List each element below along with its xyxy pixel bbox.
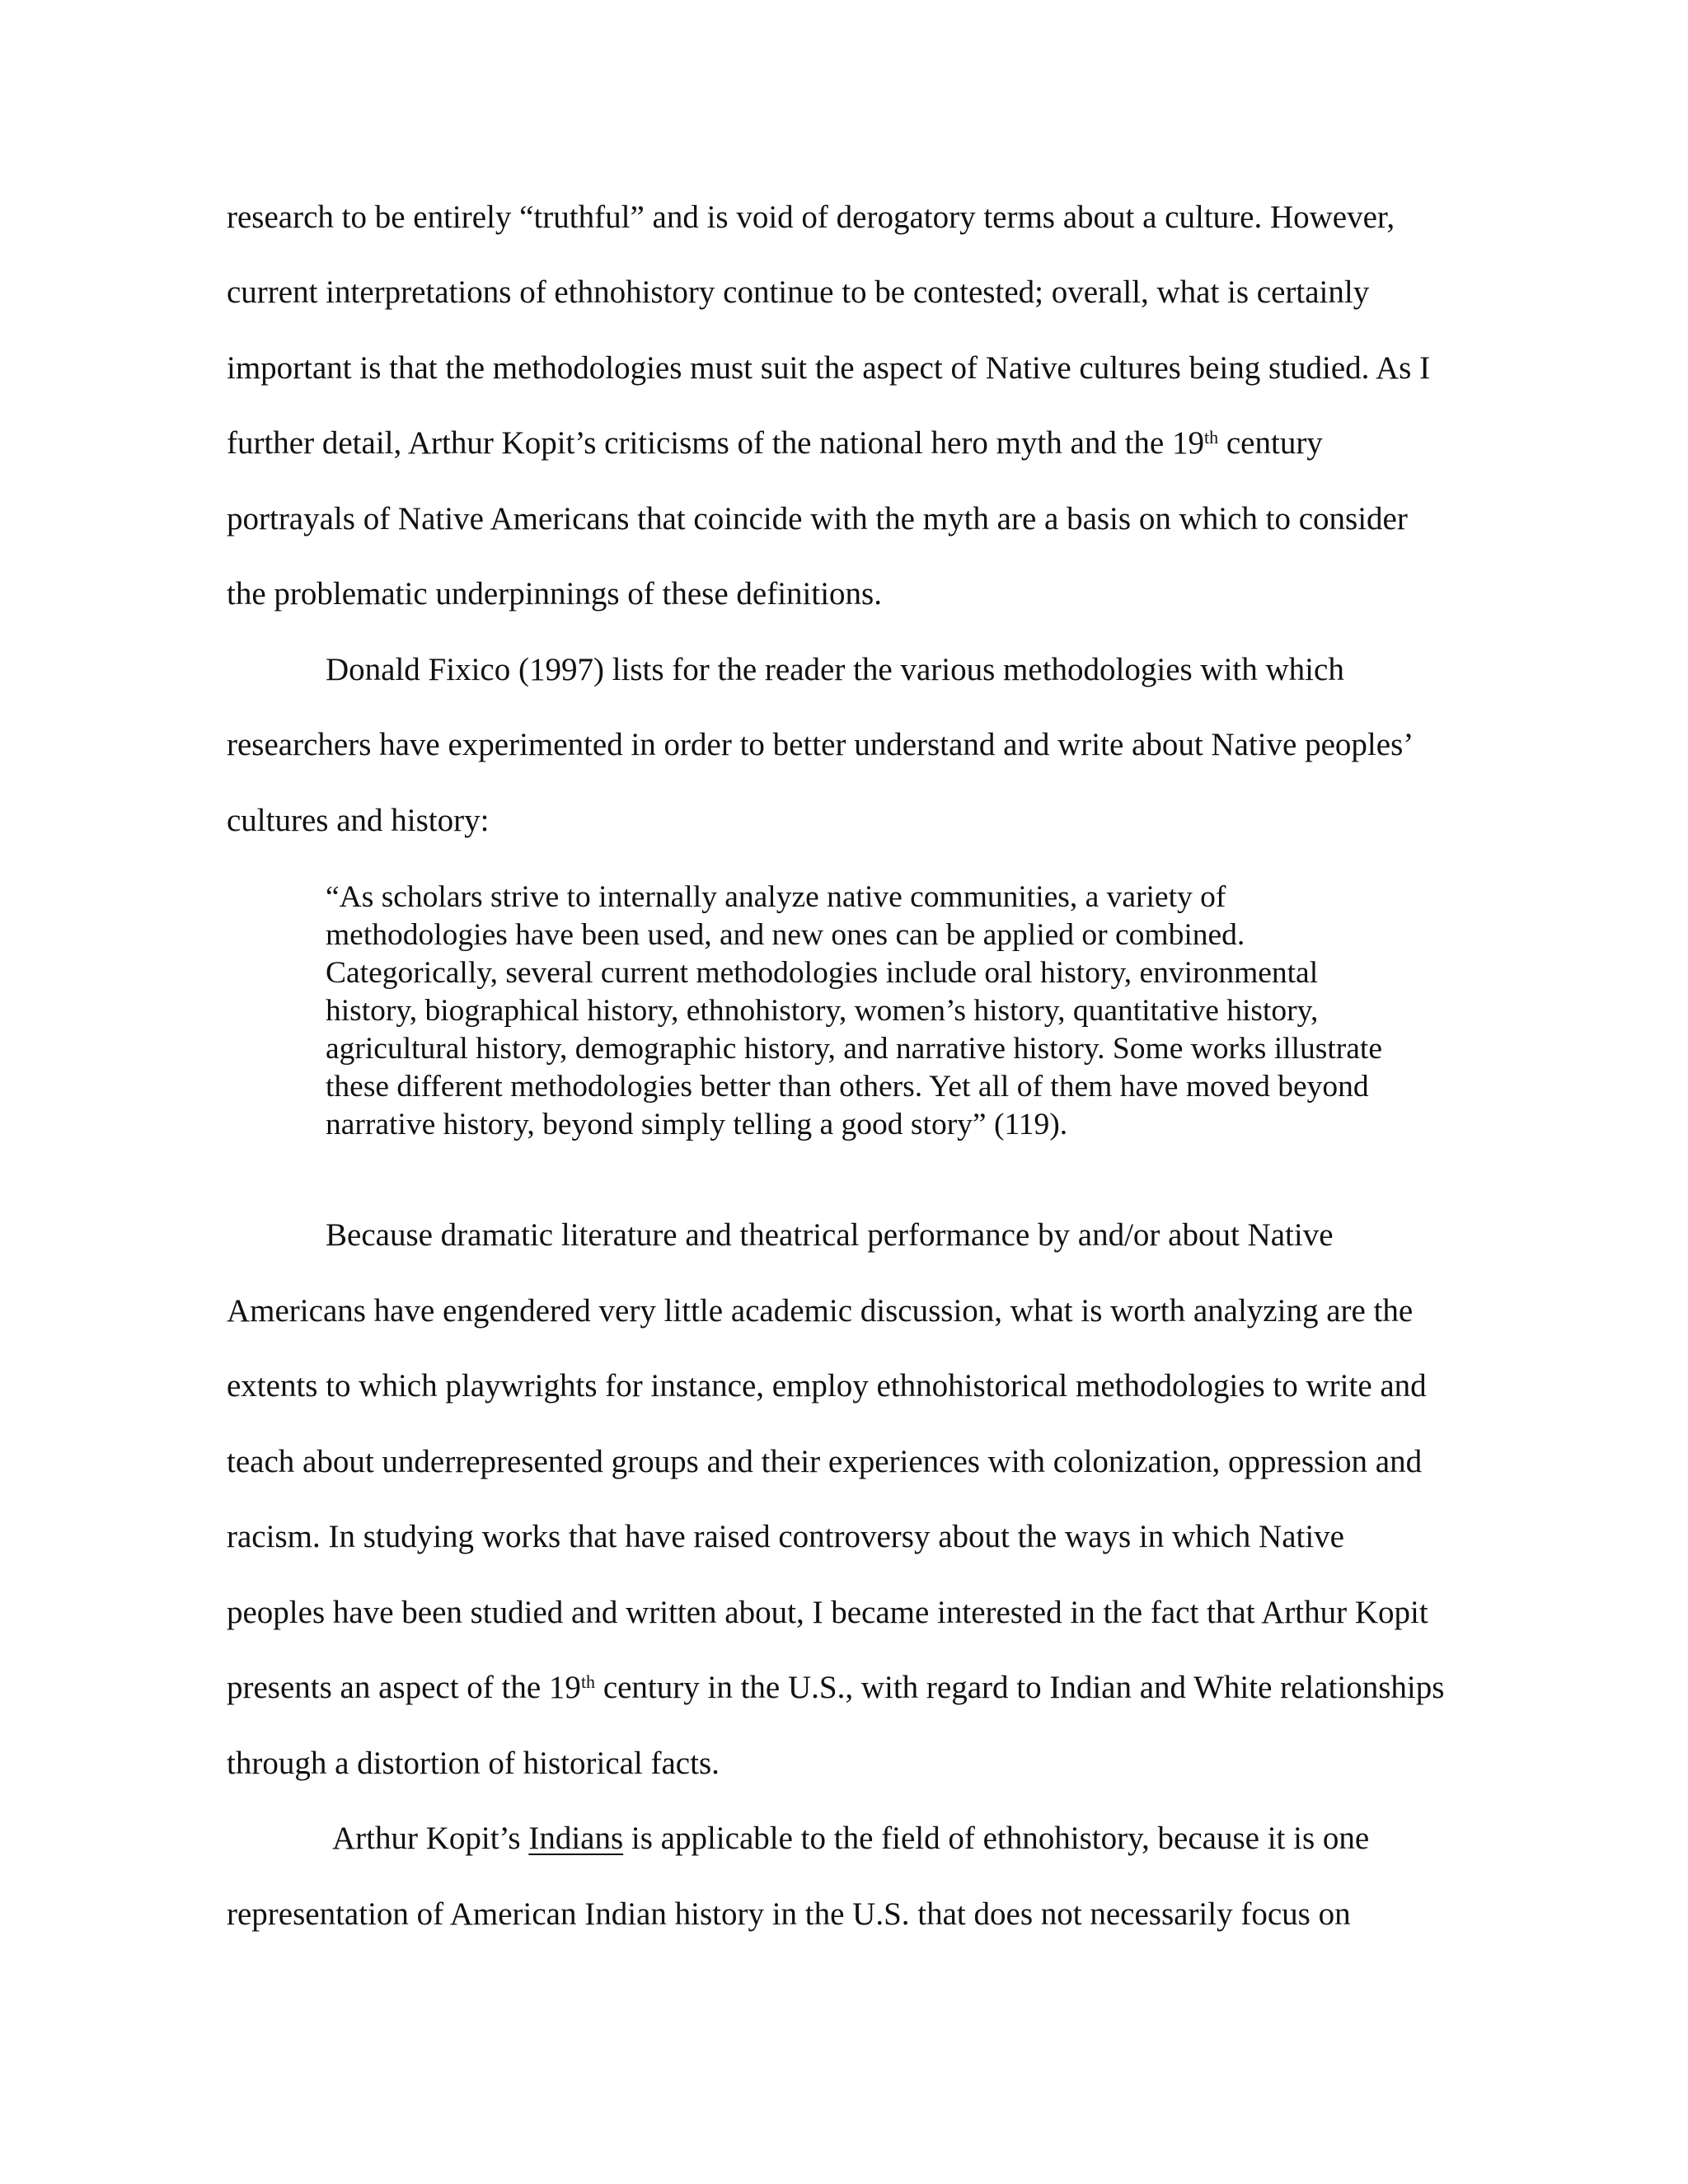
p3-line-4: teach about underrepresented groups and their experiences with colonization, oppression and (227, 1444, 1423, 1479)
p1-line-2: current interpretations of ethnohistory continue to be contested; overall, what is certainly (227, 274, 1370, 310)
superscript-th: th (580, 1671, 596, 1692)
p2-line-3: cultures and history: (227, 803, 490, 838)
p2-line-2: researchers have experimented in order to better understand and write about Native peoples’ (227, 727, 1414, 762)
p3-line-3: extents to which playwrights for instance, employ ethnohistorical methodologies to write and (227, 1368, 1427, 1404)
quote-line-5: agricultural history, demographic history, and narrative history. Some works illustrate (326, 1032, 1382, 1066)
p4-line-2: representation of American Indian history in the U.S. that does not necessarily focus on (227, 1896, 1351, 1932)
p3-line-1: Because dramatic literature and theatrical performance by and/or about Native (326, 1217, 1334, 1253)
p3-line-5: racism. In studying works that have raised controversy about the ways in which Native (227, 1519, 1344, 1554)
p3-line-6: peoples have been studied and written about, I became interested in the fact that Arthur Kopit (227, 1595, 1428, 1630)
p1-line-3: important is that the methodologies must suit the aspect of Native cultures being studied. As I (227, 350, 1431, 386)
p3-line-7 (227, 1668, 1444, 1708)
p1-line-6: the problematic underpinnings of these definitions. (227, 576, 882, 612)
quote-line-1: “As scholars strive to internally analyze native communities, a variety of (326, 880, 1226, 914)
p3-line-8: through a distortion of historical facts. (227, 1746, 720, 1781)
play-title-indians: Indians (528, 1821, 624, 1856)
p1-line-4 (227, 424, 1323, 463)
p3-line-2: Americans have engendered very little academic discussion, what is worth analyzing are the (227, 1293, 1414, 1329)
p4-line-1-text: Arthur Kopit’s (332, 1821, 529, 1856)
quote-line-2: methodologies have been used, and new ones can be applied or combined. (326, 918, 1245, 952)
p1-line-4-tail: century (1218, 425, 1323, 461)
quote-line-4: history, biographical history, ethnohistory, women’s history, quantitative history, (326, 994, 1319, 1028)
p3-line-7-tail: century in the U.S., with regard to Indian and White relationships (595, 1670, 1445, 1705)
quote-line-7: narrative history, beyond simply telling a good story” (119). (326, 1108, 1068, 1141)
p3-line-7-text: presents an aspect of the 19 (227, 1670, 581, 1705)
p1-line-4-text: further detail, Arthur Kopit’s criticisms of the national hero myth and the 19 (227, 425, 1204, 461)
p4-line-1-tail: is applicable to the field of ethnohistory, because it is one (623, 1821, 1370, 1856)
quote-line-3: Categorically, several current methodologies include oral history, environmental (326, 956, 1319, 990)
p4-line-1 (332, 1819, 1369, 1858)
superscript-th: th (1203, 427, 1219, 448)
p1-line-1: research to be entirely “truthful” and is void of derogatory terms about a culture. However, (227, 199, 1395, 235)
p2-line-1: Donald Fixico (1997) lists for the reader the various methodologies with which (326, 652, 1344, 687)
p1-line-5: portrayals of Native Americans that coincide with the myth are a basis on which to consider (227, 501, 1408, 537)
quote-line-6: these different methodologies better than others. Yet all of them have moved beyond (326, 1070, 1369, 1104)
